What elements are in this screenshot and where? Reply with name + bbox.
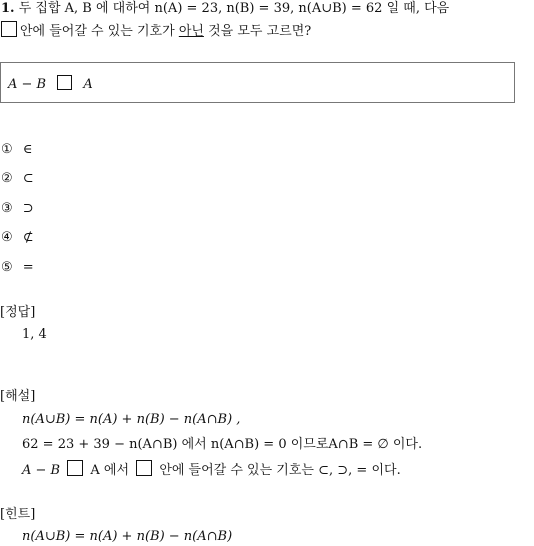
question-line-1 bbox=[1, 0, 449, 18]
question-text-2a: 안에 들어갈 수 있는 기호가 bbox=[20, 24, 175, 39]
underlined-word: 아닌 bbox=[178, 24, 204, 39]
explanation-line-3 bbox=[22, 460, 401, 480]
choice-marker: ⑤ bbox=[1, 260, 13, 275]
choice-symbol: ⊂ bbox=[22, 171, 34, 186]
question-line-2 bbox=[1, 21, 311, 41]
choice-symbol: ⊄ bbox=[22, 230, 34, 245]
expression-left: A − B bbox=[8, 77, 47, 92]
choice-marker: ② bbox=[1, 171, 13, 186]
choice-2 bbox=[1, 170, 34, 188]
choice-5 bbox=[1, 259, 34, 277]
choice-marker: ④ bbox=[1, 230, 13, 245]
answer-heading: [정답] bbox=[0, 305, 36, 320]
explanation-blank-1 bbox=[67, 460, 83, 476]
explanation-expr-left: A − B bbox=[22, 463, 61, 478]
expression-content bbox=[8, 75, 93, 92]
hint-heading: [힌트] bbox=[0, 507, 36, 522]
choice-3 bbox=[1, 200, 34, 218]
choice-marker: ① bbox=[1, 142, 13, 157]
explanation-line-2: 62 = 23 + 39 − n(A∩B) 에서 n(A∩B) = 0 이므로A∩B = ∅ 이다. bbox=[22, 437, 423, 452]
expression-blank bbox=[57, 75, 72, 90]
explanation-line-1: n(A∪B) = n(A) + n(B) − n(A∩B) , bbox=[22, 412, 241, 427]
explanation-blank-2 bbox=[136, 460, 152, 476]
choice-1 bbox=[1, 141, 32, 159]
choice-4 bbox=[1, 229, 34, 247]
explanation-text-end: 안에 들어갈 수 있는 기호는 ⊂, ⊃, = 이다. bbox=[159, 463, 401, 478]
blank-box bbox=[1, 21, 17, 37]
explanation-heading: [해설] bbox=[0, 389, 36, 404]
choice-symbol: = bbox=[22, 260, 34, 275]
explanation-text-mid: A 에서 bbox=[90, 463, 130, 478]
hint-line-1: n(A∪B) = n(A) + n(B) − n(A∩B) bbox=[22, 529, 233, 544]
expression-right: A bbox=[83, 77, 93, 92]
choice-marker: ③ bbox=[1, 201, 13, 216]
choice-symbol: ∈ bbox=[22, 142, 33, 157]
answer-value: 1, 4 bbox=[22, 327, 47, 342]
expression-box bbox=[0, 62, 515, 103]
choice-symbol: ⊃ bbox=[22, 201, 34, 216]
question-text-1: 두 집합 A, B 에 대하여 n(A) = 23, n(B) = 39, n(A∪B) = 62 일 때, 다음 bbox=[18, 1, 450, 16]
question-text-2b: 것을 모두 고르면? bbox=[208, 24, 312, 39]
question-number: 1. bbox=[1, 1, 15, 16]
